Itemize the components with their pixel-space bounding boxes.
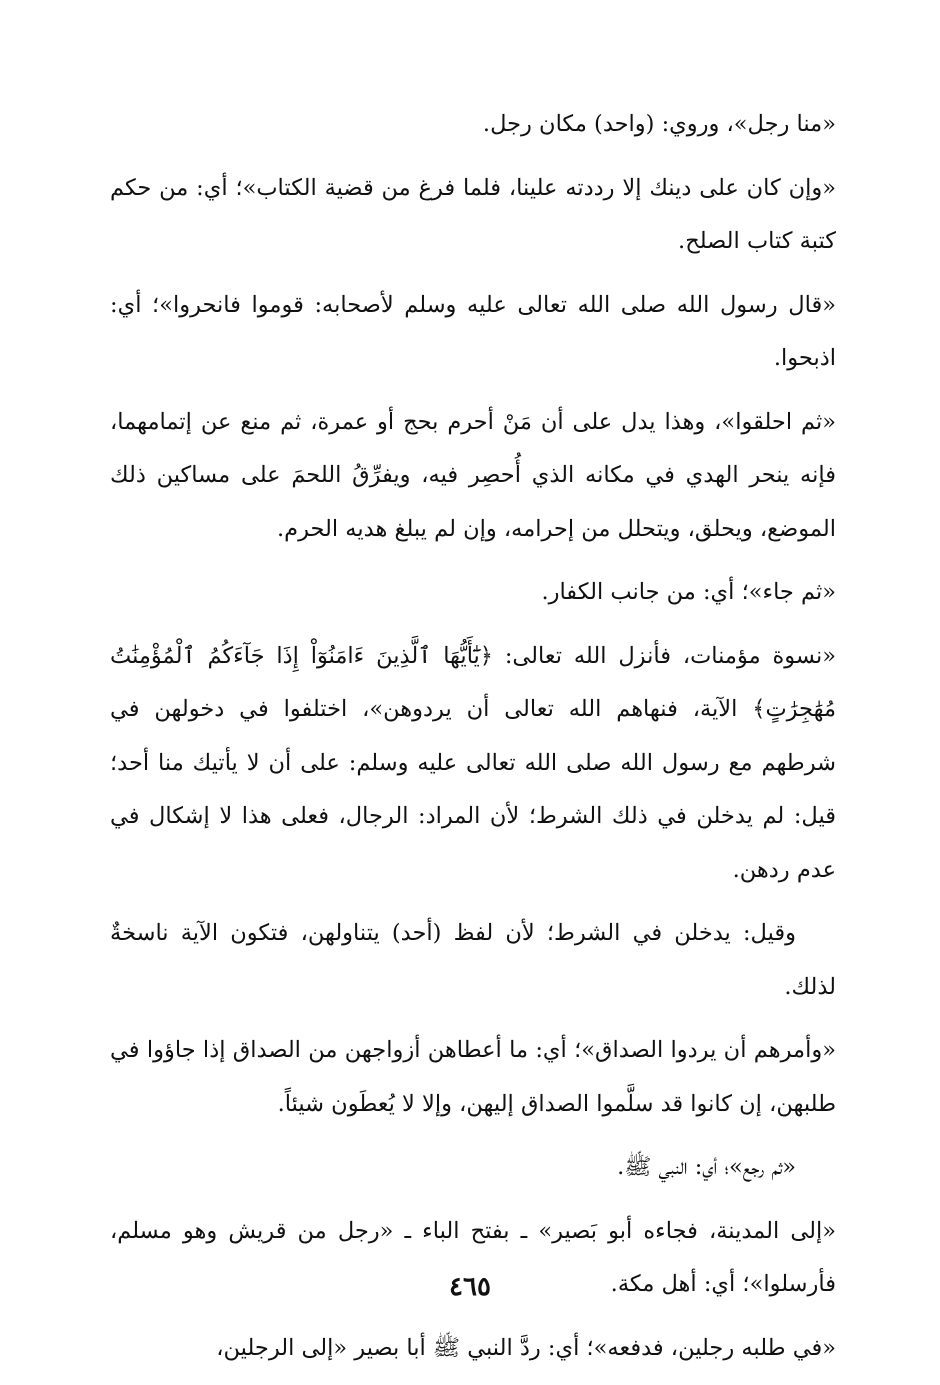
paragraph-9: «ثم رجع»؛ أي: النبي ﷺ. [617, 1154, 796, 1180]
paragraph-6: «نسوة مؤمنات، فأنزل الله تعالى: ﴿يَٰٓأَيُّهَا ٱلَّذِينَ ءَامَنُوٓاْ إِذَا جَآءَكُمُ ٱلْمُؤْمِنَٰتُ مُهَٰجِرَٰتٍ﴾ الآية، فنهاهم الله تعالى أن يردوهن»، اختلفوا في دخولهن في شرطهم مع رسول الله صلى الله تعالى عليه وسلم: على أن لا يأتيك منا أحد؛ قيل: لم يدخلن في ذلك الشرط؛ لأن المراد: الرجال، فعلى هذا لا إشكال في عدم ردهن. [110, 642, 836, 883]
paragraph-1: «منا رجل»، وروي: (واحد) مكان رجل. [482, 111, 836, 137]
paragraph-4: «ثم احلقوا»، وهذا يدل على أن مَنْ أحرم بحج أو عمرة، ثم منع عن إتمامهما، فإنه ينحر الهدي في مكانه الذي أُحصِر فيه، ويفرِّقُ اللحمَ على مساكين ذلك الموضع، ويحلق، ويتحلل من إحرامه، وإن لم يبلغ هديه الحرم. [110, 408, 836, 542]
paragraph-10: «إلى المدينة، فجاءه أبو بَصير» ـ بفتح الباء ـ «رجل من قريش وهو مسلم، فأرسلوا»؛ أي: أهل مكة. [110, 1217, 836, 1297]
page-number: ٤٦٥ [449, 1272, 491, 1302]
paragraph-3: «قال رسول الله صلى الله تعالى عليه وسلم لأصحابه: قوموا فانحروا»؛ أي: اذبحوا. [110, 291, 836, 371]
paragraph-11: «في طلبه رجلين، فدفعه»؛ أي: ردَّ النبي ﷺ أبا بصير «إلى الرجلين، [216, 1334, 836, 1361]
paragraph-5: «ثم جاء»؛ أي: من جانب الكفار. [541, 579, 836, 605]
body-text [110, 98, 836, 1385]
paragraph-7: وقيل: يدخلن في الشرط؛ لأن لفظ (أحد) يتناولهن، فتكون الآية ناسخةٌ لذلك. [110, 920, 836, 1000]
paragraph-8: «وأمرهم أن يردوا الصداق»؛ أي: ما أعطاهن أزواجهن من الصداق إذا جاؤوا في طلبهن، إن كانوا قد سلَّموا الصداق إليهن، وإلا لا يُعطَون شيئاً. [110, 1037, 836, 1117]
paragraph-2: «وإن كان على دينك إلا رددته علينا، فلما فرغ من قضية الكتاب»؛ أي: من حكم كتبة كتاب الصلح. [110, 174, 836, 254]
